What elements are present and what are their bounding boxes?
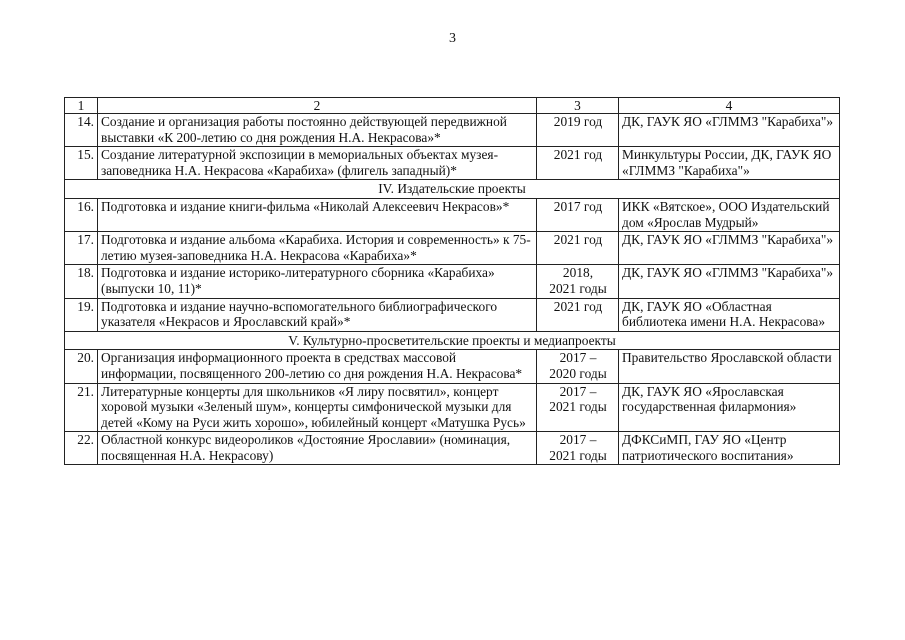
row-organization: ДК, ГАУК ЯО «Ярославская государственная филармония» [619, 383, 840, 432]
table-row [65, 232, 840, 265]
row-number: 15. [65, 147, 98, 180]
row-year: 2021 год [537, 298, 619, 331]
row-title: Областной конкурс видеороликов «Достояние Ярославии» (номинация, посвященная Н.А. Некрасову) [98, 432, 537, 465]
header-col-1: 1 [65, 98, 98, 114]
row-organization: ДК, ГАУК ЯО «ГЛММЗ "Карабиха"» [619, 265, 840, 298]
row-number: 21. [65, 383, 98, 432]
section-heading-row [65, 180, 840, 199]
row-number: 20. [65, 350, 98, 383]
table-row [65, 432, 840, 465]
row-number: 17. [65, 232, 98, 265]
row-title: Подготовка и издание книги-фильма «Николай Алексеевич Некрасов»* [98, 198, 537, 231]
row-number: 22. [65, 432, 98, 465]
row-title: Создание литературной экспозиции в мемориальных объектах музея-заповедника Н.А. Некрасова «Карабиха» (флигель западный)* [98, 147, 537, 180]
row-title: Подготовка и издание научно-вспомогательного библиографического указателя «Некрасов и Ярославский край»* [98, 298, 537, 331]
row-number: 19. [65, 298, 98, 331]
table-row [65, 265, 840, 298]
row-number: 18. [65, 265, 98, 298]
row-year: 2017 – 2020 годы [537, 350, 619, 383]
table-row [65, 198, 840, 231]
section-heading: V. Культурно-просветительские проекты и медиапроекты [65, 331, 840, 350]
table-row [65, 298, 840, 331]
table-row [65, 114, 840, 147]
row-year: 2019 год [537, 114, 619, 147]
row-year: 2017 – 2021 годы [537, 432, 619, 465]
header-col-4: 4 [619, 98, 840, 114]
table-header-row [65, 98, 840, 114]
row-title: Литературные концерты для школьников «Я лиру посвятил», концерт хоровой музыки «Зеленый шум», концерты симфонической музыки для детей «Кому на Руси жить хорошо», юбилейный концерт «Матушка Русь» [98, 383, 537, 432]
events-table [64, 97, 840, 465]
row-title: Организация информационного проекта в средствах массовой информации, посвященного 200-летию со дня рождения Н.А. Некрасова* [98, 350, 537, 383]
row-organization: ДФКСиМП, ГАУ ЯО «Центр патриотического воспитания» [619, 432, 840, 465]
row-title: Подготовка и издание альбома «Карабиха. История и современность» к 75-летию музея-заповедника Н.А. Некрасова «Карабиха»* [98, 232, 537, 265]
row-organization: ИКК «Вятское», ООО Издательский дом «Ярослав Мудрый» [619, 198, 840, 231]
row-organization: ДК, ГАУК ЯО «ГЛММЗ "Карабиха"» [619, 114, 840, 147]
row-organization: Минкультуры России, ДК, ГАУК ЯО «ГЛММЗ "Карабиха"» [619, 147, 840, 180]
row-number: 14. [65, 114, 98, 147]
row-organization: ДК, ГАУК ЯО «Областная библиотека имени Н.А. Некрасова» [619, 298, 840, 331]
header-col-2: 2 [98, 98, 537, 114]
row-year: 2017 год [537, 198, 619, 231]
row-organization: Правительство Ярославской области [619, 350, 840, 383]
row-year: 2018, 2021 годы [537, 265, 619, 298]
row-year: 2021 год [537, 147, 619, 180]
table-row [65, 350, 840, 383]
row-year: 2017 – 2021 годы [537, 383, 619, 432]
row-title: Подготовка и издание историко-литературного сборника «Карабиха» (выпуски 10, 11)* [98, 265, 537, 298]
section-heading-row [65, 331, 840, 350]
page-number: 3 [449, 31, 456, 46]
row-organization: ДК, ГАУК ЯО «ГЛММЗ "Карабиха"» [619, 232, 840, 265]
table-row [65, 147, 840, 180]
header-col-3: 3 [537, 98, 619, 114]
row-title: Создание и организация работы постоянно действующей передвижной выставки «К 200-летию со дня рождения Н.А. Некрасова»* [98, 114, 537, 147]
table-row [65, 383, 840, 432]
row-number: 16. [65, 198, 98, 231]
section-heading: IV. Издательские проекты [65, 180, 840, 199]
row-year: 2021 год [537, 232, 619, 265]
